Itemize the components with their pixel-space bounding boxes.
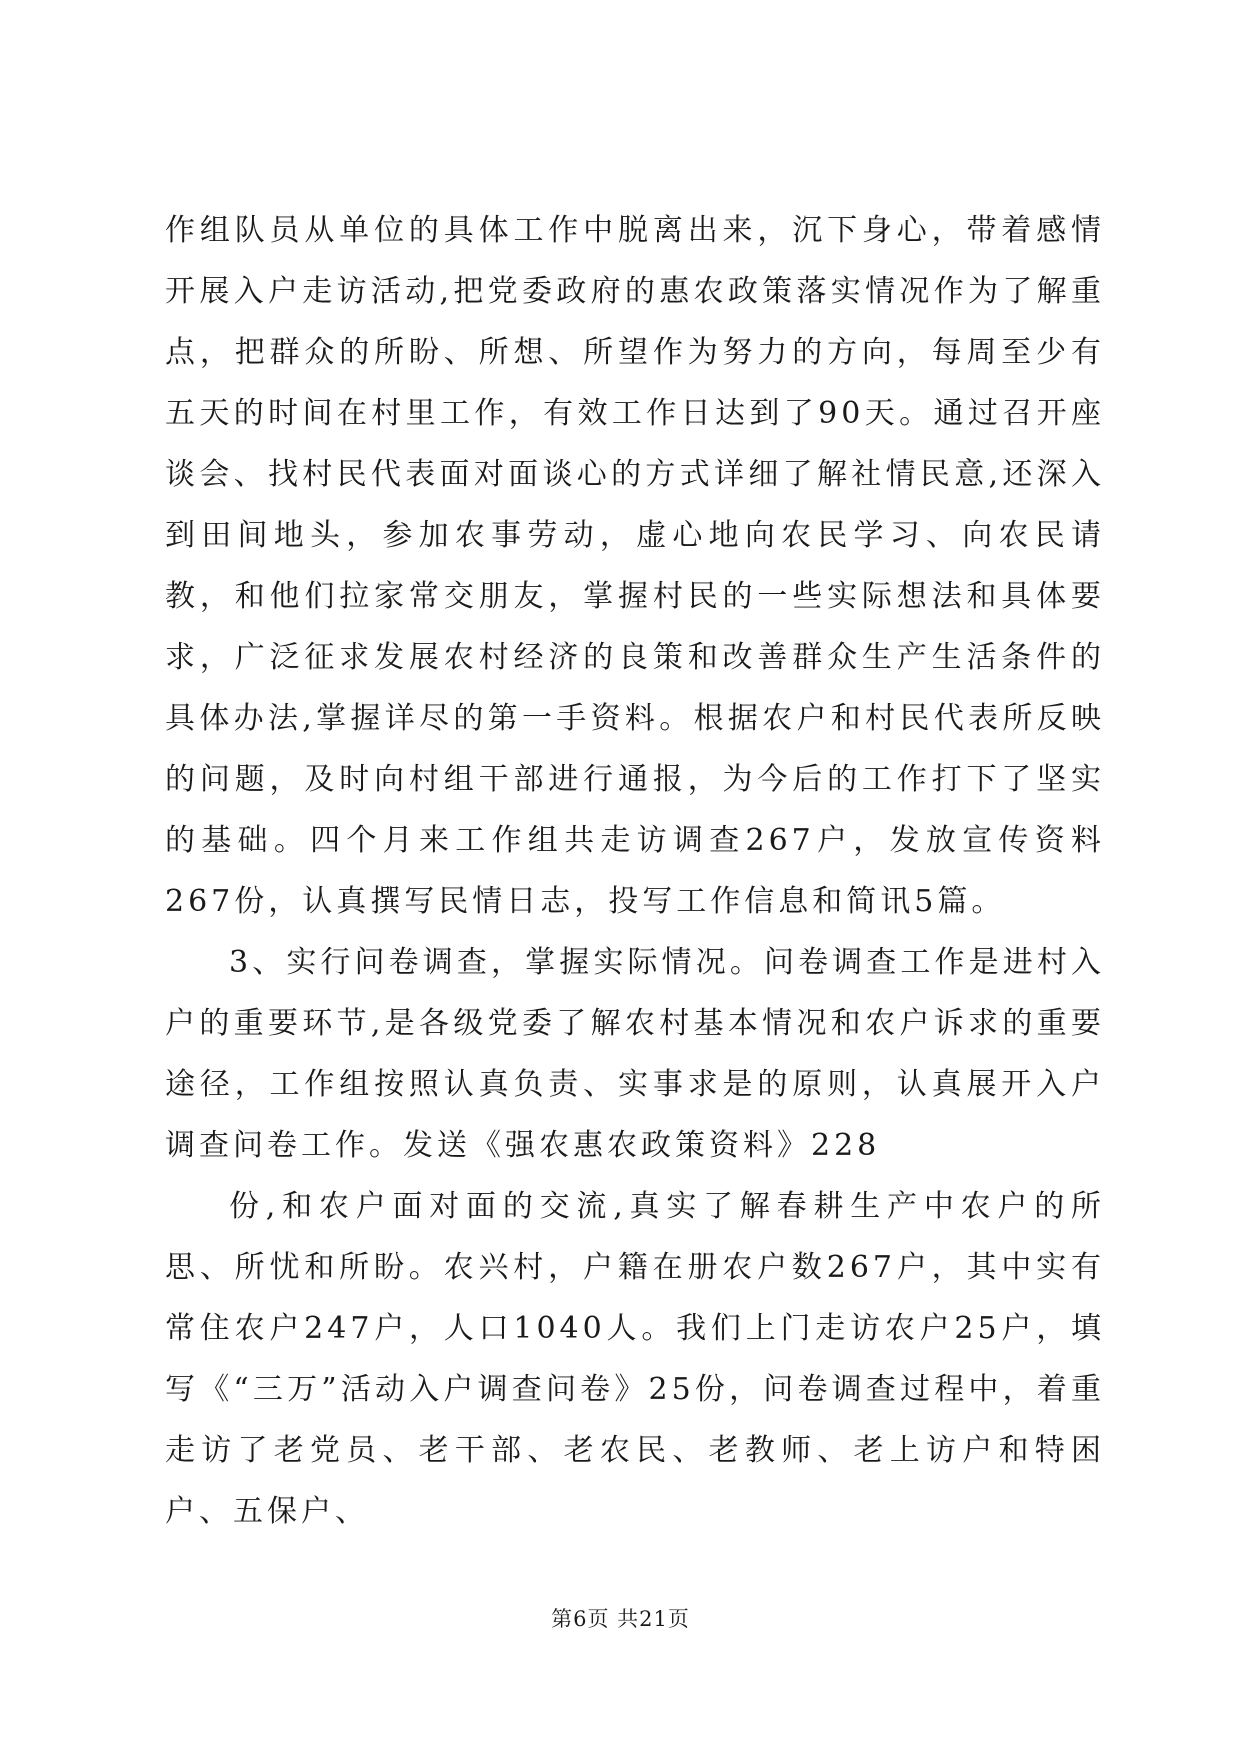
page-number-footer: 第6页 共21页	[551, 1607, 690, 1631]
paragraph-household-visits: 份,和农户面对面的交流,真实了解春耕生产中农户的所思、所忧和所盼。农兴村，户籍在册农户数267户，其中实有常住农户247户，人口1040人。我们上门走访农户25户，填写《“三万”活动入户调查问卷》25份，问卷调查过程中，着重走访了老党员、老干部、老农民、老教师、老上访户和特困户、五保户、	[165, 1189, 1105, 1529]
paragraph-questionnaire: 3、实行问卷调查，掌握实际情况。问卷调查工作是进村入户的重要环节,是各级党委了解农村基本情况和农户诉求的重要途径，工作组按照认真负责、实事求是的原则，认真展开入户调查问卷工作。发送《强农惠农政策资料》228	[165, 945, 1105, 1163]
paragraph-fieldwork: 作组队员从单位的具体工作中脱离出来，沉下身心，带着感情开展入户走访活动,把党委政府的惠农政策落实情况作为了解重点，把群众的所盼、所想、所望作为努力的方向，每周至少有五天的时间在村里工作，有效工作日达到了90天。通过召开座谈会、找村民代表面对面谈心的方式详细了解社情民意,还深入到田间地头，参加农事劳动，虚心地向农民学习、向农民请教，和他们拉家常交朋友，掌握村民的一些实际想法和具体要求，广泛征求发展农村经济的良策和改善群众生产生活条件的具体办法,掌握详尽的第一手资料。根据农户和村民代表所反映的问题，及时向村组干部进行通报，为今后的工作打下了坚实的基础。四个月来工作组共走访调查267户，发放宣传资料267份，认真撰写民情日志，投写工作信息和简讯5篇。	[165, 213, 1105, 919]
document-body	[165, 200, 1105, 1542]
